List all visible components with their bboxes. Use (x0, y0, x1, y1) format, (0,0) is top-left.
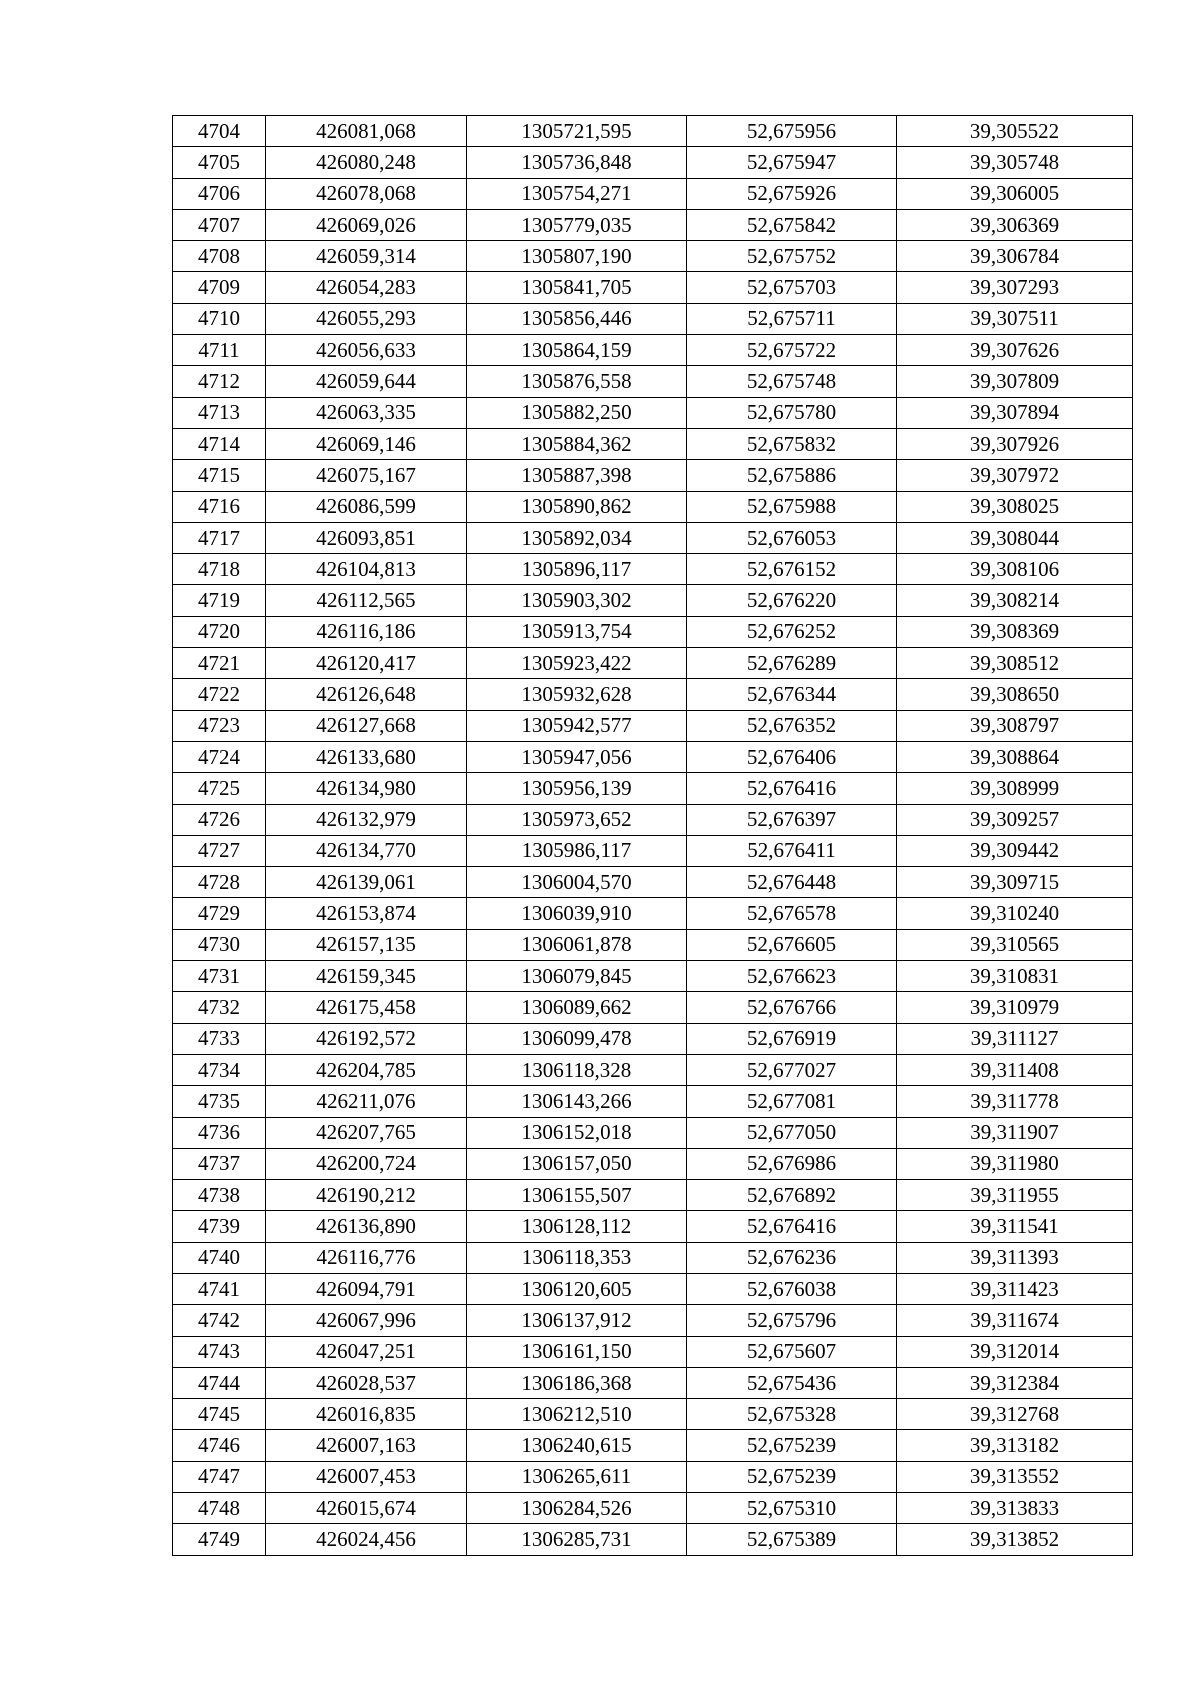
y-coordinate-cell: 1306004,570 (467, 867, 687, 898)
x-coordinate-cell: 426063,335 (266, 397, 467, 428)
latitude-cell: 52,676152 (687, 554, 897, 585)
y-coordinate-cell: 1305896,117 (467, 554, 687, 585)
latitude-cell: 52,675748 (687, 366, 897, 397)
y-coordinate-cell: 1305856,446 (467, 303, 687, 334)
y-coordinate-cell: 1306265,611 (467, 1461, 687, 1492)
table-row (173, 773, 1133, 804)
y-coordinate-cell: 1305942,577 (467, 710, 687, 741)
table-row (173, 147, 1133, 178)
table-row (173, 992, 1133, 1023)
point-number-cell: 4713 (173, 397, 266, 428)
table-row (173, 1524, 1133, 1555)
y-coordinate-cell: 1305754,271 (467, 178, 687, 209)
y-coordinate-cell: 1305932,628 (467, 679, 687, 710)
longitude-cell: 39,310240 (897, 898, 1133, 929)
longitude-cell: 39,311423 (897, 1273, 1133, 1304)
point-number-cell: 4721 (173, 648, 266, 679)
table-row (173, 1305, 1133, 1336)
y-coordinate-cell: 1305913,754 (467, 616, 687, 647)
point-number-cell: 4735 (173, 1086, 266, 1117)
point-number-cell: 4724 (173, 741, 266, 772)
y-coordinate-cell: 1306152,018 (467, 1117, 687, 1148)
longitude-cell: 39,309715 (897, 867, 1133, 898)
longitude-cell: 39,308999 (897, 773, 1133, 804)
latitude-cell: 52,675310 (687, 1493, 897, 1524)
longitude-cell: 39,311127 (897, 1023, 1133, 1054)
table-row (173, 428, 1133, 459)
y-coordinate-cell: 1306186,368 (467, 1367, 687, 1398)
y-coordinate-cell: 1306161,150 (467, 1336, 687, 1367)
latitude-cell: 52,676416 (687, 773, 897, 804)
longitude-cell: 39,311980 (897, 1148, 1133, 1179)
x-coordinate-cell: 426134,770 (266, 835, 467, 866)
latitude-cell: 52,676352 (687, 710, 897, 741)
y-coordinate-cell: 1305903,302 (467, 585, 687, 616)
longitude-cell: 39,306005 (897, 178, 1133, 209)
x-coordinate-cell: 426204,785 (266, 1054, 467, 1085)
latitude-cell: 52,676986 (687, 1148, 897, 1179)
y-coordinate-cell: 1305887,398 (467, 460, 687, 491)
x-coordinate-cell: 426086,599 (266, 491, 467, 522)
latitude-cell: 52,676252 (687, 616, 897, 647)
table-row (173, 804, 1133, 835)
point-number-cell: 4744 (173, 1367, 266, 1398)
latitude-cell: 52,675832 (687, 428, 897, 459)
longitude-cell: 39,313852 (897, 1524, 1133, 1555)
y-coordinate-cell: 1306118,353 (467, 1242, 687, 1273)
latitude-cell: 52,675988 (687, 491, 897, 522)
x-coordinate-cell: 426139,061 (266, 867, 467, 898)
table-row (173, 679, 1133, 710)
longitude-cell: 39,308864 (897, 741, 1133, 772)
x-coordinate-cell: 426075,167 (266, 460, 467, 491)
point-number-cell: 4718 (173, 554, 266, 585)
table-row (173, 241, 1133, 272)
latitude-cell: 52,675328 (687, 1399, 897, 1430)
point-number-cell: 4748 (173, 1493, 266, 1524)
longitude-cell: 39,312768 (897, 1399, 1133, 1430)
x-coordinate-cell: 426024,456 (266, 1524, 467, 1555)
table-row (173, 335, 1133, 366)
latitude-cell: 52,676892 (687, 1180, 897, 1211)
x-coordinate-cell: 426047,251 (266, 1336, 467, 1367)
longitude-cell: 39,311907 (897, 1117, 1133, 1148)
point-number-cell: 4719 (173, 585, 266, 616)
latitude-cell: 52,676038 (687, 1273, 897, 1304)
y-coordinate-cell: 1305882,250 (467, 397, 687, 428)
y-coordinate-cell: 1305864,159 (467, 335, 687, 366)
point-number-cell: 4712 (173, 366, 266, 397)
x-coordinate-cell: 426211,076 (266, 1086, 467, 1117)
latitude-cell: 52,677081 (687, 1086, 897, 1117)
y-coordinate-cell: 1306284,526 (467, 1493, 687, 1524)
y-coordinate-cell: 1306079,845 (467, 961, 687, 992)
point-number-cell: 4707 (173, 209, 266, 240)
table-row (173, 1023, 1133, 1054)
latitude-cell: 52,675722 (687, 335, 897, 366)
table-row (173, 1493, 1133, 1524)
table-row (173, 616, 1133, 647)
latitude-cell: 52,675389 (687, 1524, 897, 1555)
table-row (173, 1461, 1133, 1492)
x-coordinate-cell: 426055,293 (266, 303, 467, 334)
y-coordinate-cell: 1305923,422 (467, 648, 687, 679)
longitude-cell: 39,311393 (897, 1242, 1133, 1273)
longitude-cell: 39,308214 (897, 585, 1133, 616)
longitude-cell: 39,311541 (897, 1211, 1133, 1242)
longitude-cell: 39,308369 (897, 616, 1133, 647)
x-coordinate-cell: 426067,996 (266, 1305, 467, 1336)
x-coordinate-cell: 426069,026 (266, 209, 467, 240)
latitude-cell: 52,675711 (687, 303, 897, 334)
y-coordinate-cell: 1306099,478 (467, 1023, 687, 1054)
x-coordinate-cell: 426136,890 (266, 1211, 467, 1242)
table-row (173, 366, 1133, 397)
point-number-cell: 4723 (173, 710, 266, 741)
y-coordinate-cell: 1306120,605 (467, 1273, 687, 1304)
x-coordinate-cell: 426207,765 (266, 1117, 467, 1148)
longitude-cell: 39,305748 (897, 147, 1133, 178)
table-row (173, 178, 1133, 209)
longitude-cell: 39,307511 (897, 303, 1133, 334)
latitude-cell: 52,675956 (687, 116, 897, 147)
latitude-cell: 52,675607 (687, 1336, 897, 1367)
y-coordinate-cell: 1305736,848 (467, 147, 687, 178)
x-coordinate-cell: 426134,980 (266, 773, 467, 804)
longitude-cell: 39,310831 (897, 961, 1133, 992)
table-row (173, 648, 1133, 679)
point-number-cell: 4734 (173, 1054, 266, 1085)
point-number-cell: 4704 (173, 116, 266, 147)
latitude-cell: 52,676416 (687, 1211, 897, 1242)
y-coordinate-cell: 1306212,510 (467, 1399, 687, 1430)
point-number-cell: 4717 (173, 522, 266, 553)
latitude-cell: 52,676289 (687, 648, 897, 679)
longitude-cell: 39,307293 (897, 272, 1133, 303)
point-number-cell: 4737 (173, 1148, 266, 1179)
latitude-cell: 52,676605 (687, 929, 897, 960)
longitude-cell: 39,308512 (897, 648, 1133, 679)
table-row (173, 522, 1133, 553)
table-row (173, 1399, 1133, 1430)
longitude-cell: 39,307972 (897, 460, 1133, 491)
longitude-cell: 39,307626 (897, 335, 1133, 366)
table-row (173, 303, 1133, 334)
point-number-cell: 4715 (173, 460, 266, 491)
x-coordinate-cell: 426175,458 (266, 992, 467, 1023)
x-coordinate-cell: 426069,146 (266, 428, 467, 459)
x-coordinate-cell: 426116,186 (266, 616, 467, 647)
longitude-cell: 39,313182 (897, 1430, 1133, 1461)
y-coordinate-cell: 1305841,705 (467, 272, 687, 303)
latitude-cell: 52,676448 (687, 867, 897, 898)
point-number-cell: 4726 (173, 804, 266, 835)
coordinates-table-body (173, 116, 1133, 1556)
y-coordinate-cell: 1305956,139 (467, 773, 687, 804)
x-coordinate-cell: 426028,537 (266, 1367, 467, 1398)
y-coordinate-cell: 1305884,362 (467, 428, 687, 459)
latitude-cell: 52,676344 (687, 679, 897, 710)
x-coordinate-cell: 426059,314 (266, 241, 467, 272)
point-number-cell: 4732 (173, 992, 266, 1023)
x-coordinate-cell: 426080,248 (266, 147, 467, 178)
point-number-cell: 4711 (173, 335, 266, 366)
table-row (173, 116, 1133, 147)
y-coordinate-cell: 1306128,112 (467, 1211, 687, 1242)
longitude-cell: 39,306369 (897, 209, 1133, 240)
y-coordinate-cell: 1306118,328 (467, 1054, 687, 1085)
y-coordinate-cell: 1306137,912 (467, 1305, 687, 1336)
latitude-cell: 52,676578 (687, 898, 897, 929)
table-row (173, 961, 1133, 992)
x-coordinate-cell: 426007,163 (266, 1430, 467, 1461)
latitude-cell: 52,676220 (687, 585, 897, 616)
x-coordinate-cell: 426157,135 (266, 929, 467, 960)
table-row (173, 1273, 1133, 1304)
table-row (173, 1117, 1133, 1148)
longitude-cell: 39,312014 (897, 1336, 1133, 1367)
table-row (173, 272, 1133, 303)
table-row (173, 1211, 1133, 1242)
point-number-cell: 4745 (173, 1399, 266, 1430)
point-number-cell: 4722 (173, 679, 266, 710)
x-coordinate-cell: 426081,068 (266, 116, 467, 147)
x-coordinate-cell: 426192,572 (266, 1023, 467, 1054)
y-coordinate-cell: 1306039,910 (467, 898, 687, 929)
x-coordinate-cell: 426190,212 (266, 1180, 467, 1211)
longitude-cell: 39,307926 (897, 428, 1133, 459)
x-coordinate-cell: 426116,776 (266, 1242, 467, 1273)
point-number-cell: 4728 (173, 867, 266, 898)
x-coordinate-cell: 426104,813 (266, 554, 467, 585)
y-coordinate-cell: 1305986,117 (467, 835, 687, 866)
table-row (173, 1054, 1133, 1085)
x-coordinate-cell: 426153,874 (266, 898, 467, 929)
point-number-cell: 4749 (173, 1524, 266, 1555)
latitude-cell: 52,675436 (687, 1367, 897, 1398)
longitude-cell: 39,311674 (897, 1305, 1133, 1336)
point-number-cell: 4705 (173, 147, 266, 178)
x-coordinate-cell: 426133,680 (266, 741, 467, 772)
table-row (173, 710, 1133, 741)
longitude-cell: 39,307894 (897, 397, 1133, 428)
x-coordinate-cell: 426056,633 (266, 335, 467, 366)
table-row (173, 397, 1133, 428)
y-coordinate-cell: 1306285,731 (467, 1524, 687, 1555)
table-row (173, 741, 1133, 772)
point-number-cell: 4710 (173, 303, 266, 334)
point-number-cell: 4725 (173, 773, 266, 804)
longitude-cell: 39,309257 (897, 804, 1133, 835)
longitude-cell: 39,308797 (897, 710, 1133, 741)
latitude-cell: 52,675239 (687, 1430, 897, 1461)
x-coordinate-cell: 426016,835 (266, 1399, 467, 1430)
x-coordinate-cell: 426054,283 (266, 272, 467, 303)
latitude-cell: 52,676236 (687, 1242, 897, 1273)
x-coordinate-cell: 426015,674 (266, 1493, 467, 1524)
point-number-cell: 4709 (173, 272, 266, 303)
longitude-cell: 39,308044 (897, 522, 1133, 553)
x-coordinate-cell: 426159,345 (266, 961, 467, 992)
longitude-cell: 39,308025 (897, 491, 1133, 522)
longitude-cell: 39,306784 (897, 241, 1133, 272)
latitude-cell: 52,675752 (687, 241, 897, 272)
x-coordinate-cell: 426078,068 (266, 178, 467, 209)
x-coordinate-cell: 426093,851 (266, 522, 467, 553)
y-coordinate-cell: 1306089,662 (467, 992, 687, 1023)
point-number-cell: 4743 (173, 1336, 266, 1367)
x-coordinate-cell: 426094,791 (266, 1273, 467, 1304)
latitude-cell: 52,677027 (687, 1054, 897, 1085)
y-coordinate-cell: 1305807,190 (467, 241, 687, 272)
longitude-cell: 39,312384 (897, 1367, 1133, 1398)
point-number-cell: 4730 (173, 929, 266, 960)
point-number-cell: 4727 (173, 835, 266, 866)
x-coordinate-cell: 426132,979 (266, 804, 467, 835)
y-coordinate-cell: 1305721,595 (467, 116, 687, 147)
latitude-cell: 52,676623 (687, 961, 897, 992)
coordinates-table (172, 115, 1133, 1556)
x-coordinate-cell: 426200,724 (266, 1148, 467, 1179)
table-row (173, 835, 1133, 866)
table-row (173, 898, 1133, 929)
y-coordinate-cell: 1305892,034 (467, 522, 687, 553)
latitude-cell: 52,677050 (687, 1117, 897, 1148)
y-coordinate-cell: 1306143,266 (467, 1086, 687, 1117)
latitude-cell: 52,676766 (687, 992, 897, 1023)
point-number-cell: 4747 (173, 1461, 266, 1492)
point-number-cell: 4741 (173, 1273, 266, 1304)
longitude-cell: 39,313833 (897, 1493, 1133, 1524)
y-coordinate-cell: 1306157,050 (467, 1148, 687, 1179)
point-number-cell: 4739 (173, 1211, 266, 1242)
table-row (173, 460, 1133, 491)
table-row (173, 585, 1133, 616)
latitude-cell: 52,675886 (687, 460, 897, 491)
latitude-cell: 52,675947 (687, 147, 897, 178)
point-number-cell: 4738 (173, 1180, 266, 1211)
latitude-cell: 52,676919 (687, 1023, 897, 1054)
point-number-cell: 4720 (173, 616, 266, 647)
y-coordinate-cell: 1305890,862 (467, 491, 687, 522)
point-number-cell: 4716 (173, 491, 266, 522)
longitude-cell: 39,308650 (897, 679, 1133, 710)
table-row (173, 209, 1133, 240)
longitude-cell: 39,309442 (897, 835, 1133, 866)
x-coordinate-cell: 426112,565 (266, 585, 467, 616)
latitude-cell: 52,676411 (687, 835, 897, 866)
point-number-cell: 4736 (173, 1117, 266, 1148)
table-row (173, 1242, 1133, 1273)
table-row (173, 1367, 1133, 1398)
y-coordinate-cell: 1305779,035 (467, 209, 687, 240)
latitude-cell: 52,675796 (687, 1305, 897, 1336)
latitude-cell: 52,676053 (687, 522, 897, 553)
y-coordinate-cell: 1305876,558 (467, 366, 687, 397)
longitude-cell: 39,310565 (897, 929, 1133, 960)
longitude-cell: 39,311408 (897, 1054, 1133, 1085)
latitude-cell: 52,676397 (687, 804, 897, 835)
table-row (173, 491, 1133, 522)
latitude-cell: 52,675780 (687, 397, 897, 428)
point-number-cell: 4708 (173, 241, 266, 272)
table-row (173, 1086, 1133, 1117)
longitude-cell: 39,305522 (897, 116, 1133, 147)
table-row (173, 554, 1133, 585)
table-row (173, 1180, 1133, 1211)
point-number-cell: 4740 (173, 1242, 266, 1273)
point-number-cell: 4742 (173, 1305, 266, 1336)
point-number-cell: 4714 (173, 428, 266, 459)
longitude-cell: 39,311778 (897, 1086, 1133, 1117)
point-number-cell: 4729 (173, 898, 266, 929)
point-number-cell: 4731 (173, 961, 266, 992)
latitude-cell: 52,675703 (687, 272, 897, 303)
y-coordinate-cell: 1306240,615 (467, 1430, 687, 1461)
point-number-cell: 4706 (173, 178, 266, 209)
table-row (173, 1336, 1133, 1367)
table-row (173, 867, 1133, 898)
latitude-cell: 52,676406 (687, 741, 897, 772)
x-coordinate-cell: 426127,668 (266, 710, 467, 741)
x-coordinate-cell: 426007,453 (266, 1461, 467, 1492)
y-coordinate-cell: 1305947,056 (467, 741, 687, 772)
latitude-cell: 52,675239 (687, 1461, 897, 1492)
x-coordinate-cell: 426120,417 (266, 648, 467, 679)
y-coordinate-cell: 1305973,652 (467, 804, 687, 835)
point-number-cell: 4746 (173, 1430, 266, 1461)
table-row (173, 1148, 1133, 1179)
y-coordinate-cell: 1306061,878 (467, 929, 687, 960)
x-coordinate-cell: 426126,648 (266, 679, 467, 710)
y-coordinate-cell: 1306155,507 (467, 1180, 687, 1211)
longitude-cell: 39,308106 (897, 554, 1133, 585)
longitude-cell: 39,311955 (897, 1180, 1133, 1211)
longitude-cell: 39,310979 (897, 992, 1133, 1023)
point-number-cell: 4733 (173, 1023, 266, 1054)
table-row (173, 1430, 1133, 1461)
table-row (173, 929, 1133, 960)
x-coordinate-cell: 426059,644 (266, 366, 467, 397)
longitude-cell: 39,307809 (897, 366, 1133, 397)
latitude-cell: 52,675842 (687, 209, 897, 240)
longitude-cell: 39,313552 (897, 1461, 1133, 1492)
latitude-cell: 52,675926 (687, 178, 897, 209)
